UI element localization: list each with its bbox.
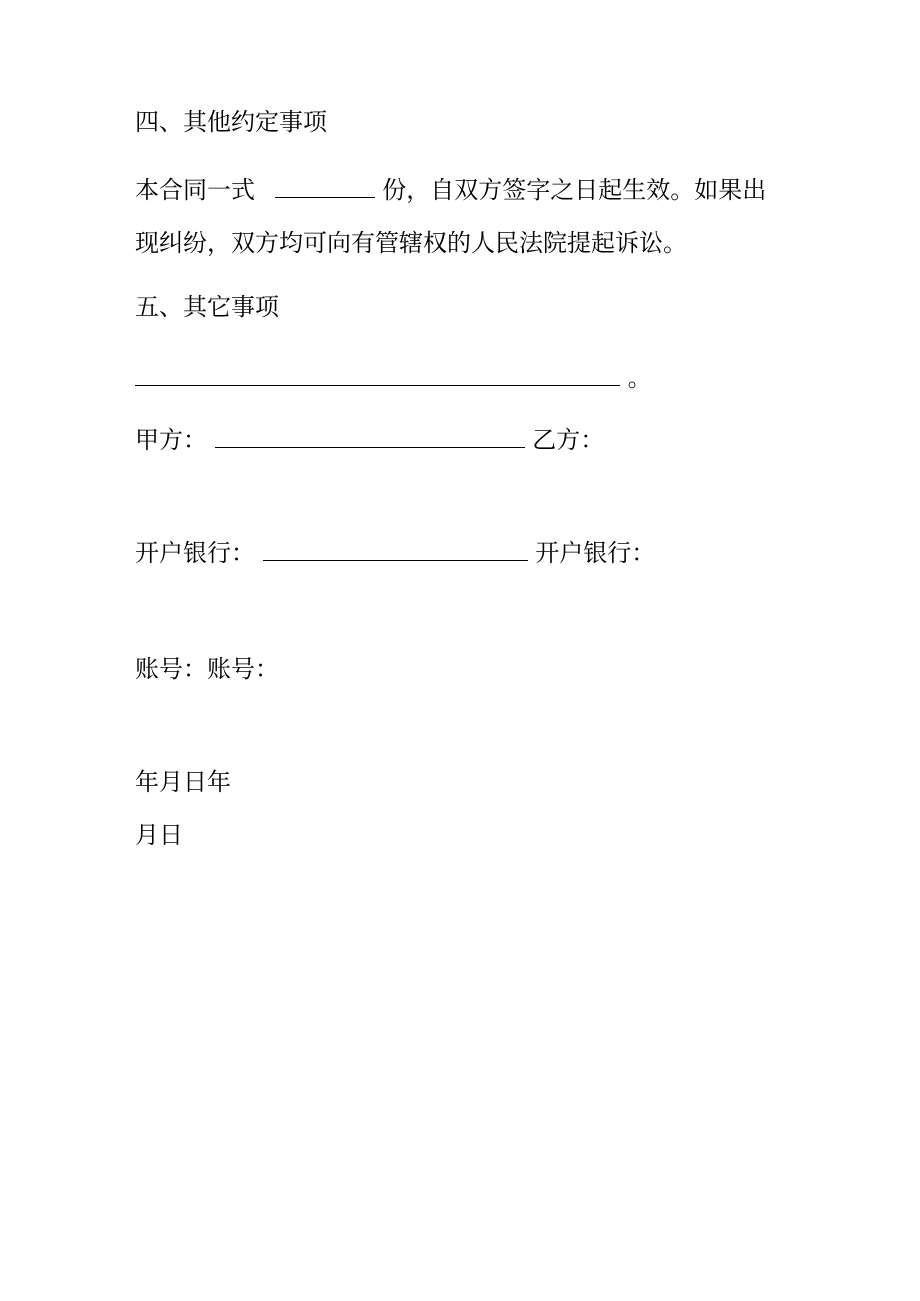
party-a-blank[interactable] <box>215 425 525 448</box>
party-a-label: 甲方： <box>135 426 207 454</box>
section-4-paragraph-line-1 <box>135 175 766 204</box>
party-b-label: 乙方： <box>532 426 605 454</box>
bank-a-blank[interactable] <box>263 538 528 561</box>
bank-b-label: 开户银行： <box>535 539 656 567</box>
copies-blank[interactable] <box>275 175 375 198</box>
copies-prefix: 本合同一式 <box>135 176 255 204</box>
bank-line <box>135 538 655 567</box>
date-line-2: 月日 <box>135 821 183 849</box>
copies-suffix: 份，自双方签字之日起生效。如果出 <box>382 176 767 204</box>
account-line: 账号：账号： <box>135 655 279 683</box>
parties-line <box>135 425 604 454</box>
bank-a-label: 开户银行： <box>135 539 255 567</box>
section-5-heading: 五、其它事项 <box>135 293 279 321</box>
other-matters-blank[interactable] <box>135 363 620 386</box>
section-4-paragraph-line-2: 现纠纷，双方均可向有管辖权的人民法院提起诉讼。 <box>135 229 687 257</box>
date-line-1: 年月日年 <box>135 768 231 796</box>
other-matters-line <box>135 363 652 392</box>
section-4-heading: 四、其他约定事项 <box>135 108 327 136</box>
other-matters-end-mark: 。 <box>627 364 652 392</box>
